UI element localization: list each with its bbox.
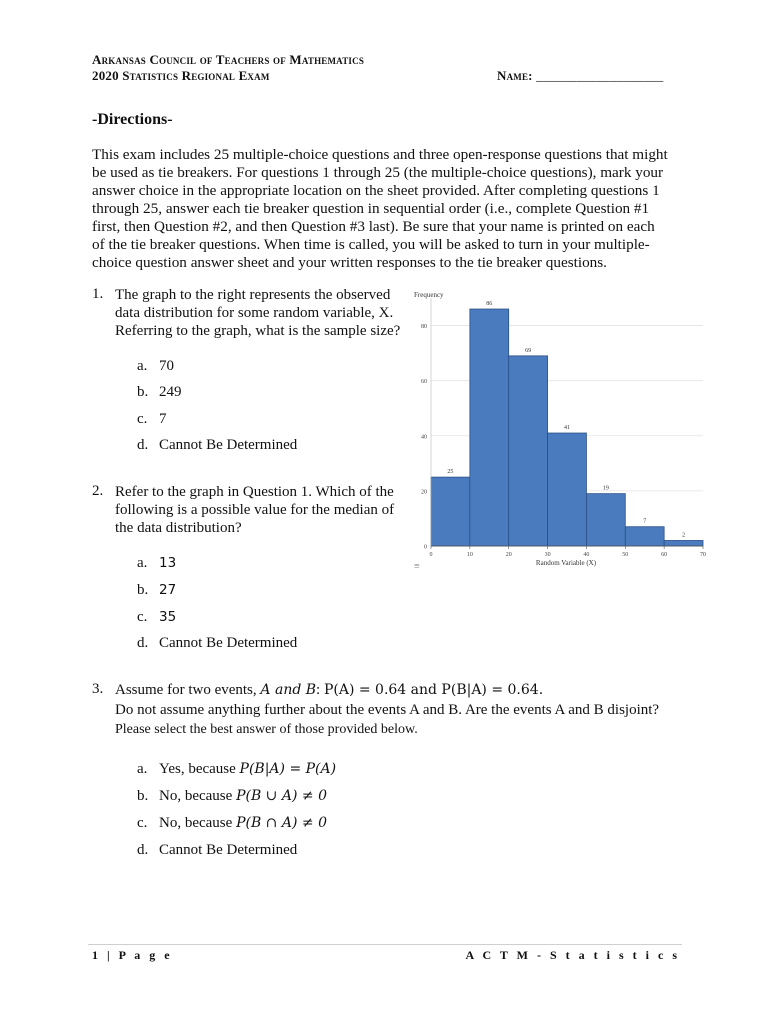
question-1-number: 1. — [92, 286, 104, 302]
x-tick-label: 20 — [505, 552, 512, 558]
bar-value-label: 7 — [643, 518, 647, 525]
question-1-choice-c[interactable]: c. 7 — [137, 411, 167, 427]
x-tick-label: 70 — [700, 552, 706, 558]
header-org — [92, 52, 364, 68]
histogram-bar — [664, 540, 703, 546]
y-tick-label: 0 — [424, 544, 427, 551]
question-3-choice-a[interactable]: a. Yes, because P(B|A) = P(A) — [137, 761, 337, 777]
question-2-choice-c[interactable]: c. 35 — [137, 609, 177, 625]
y-tick-label: 20 — [421, 489, 427, 496]
bar-value-label: 25 — [447, 469, 454, 476]
x-tick-label: 60 — [661, 552, 668, 558]
question-2-choice-b[interactable]: b. 27 — [137, 582, 177, 598]
question-3-choice-b[interactable]: b. No, because P(B ∪ A) ≠ 0 — [137, 788, 327, 804]
footer-course: A C T M - S t a t i s t i c s — [465, 948, 680, 962]
y-tick-label: 80 — [421, 324, 427, 331]
question-1-choice-b[interactable]: b. 249 — [137, 384, 182, 400]
name-blank[interactable]: ___________________ — [536, 68, 664, 83]
x-tick-label: 0 — [429, 552, 433, 558]
x-tick-label: 30 — [544, 552, 551, 558]
histogram-bar — [548, 433, 587, 546]
chart-x-label: Random Variable (X) — [535, 559, 597, 567]
question-3-number: 3. — [92, 681, 104, 697]
bar-value-label: 69 — [525, 347, 532, 354]
histogram-chart — [405, 286, 715, 576]
name-label: Name: — [497, 68, 533, 83]
histogram-bar — [431, 477, 470, 546]
question-3-choice-c[interactable]: c. No, because P(B ∩ A) ≠ 0 — [137, 815, 327, 831]
footer-divider — [88, 944, 682, 945]
question-3-line-3: Please select the best answer of those provided below. — [115, 722, 418, 737]
x-tick-label: 50 — [622, 552, 629, 558]
x-tick-label: 10 — [466, 552, 473, 558]
question-1-text: The graph to the right represents the observed data distribution for some random variable, X. Referring to the graph, what is the sample size? — [115, 287, 401, 339]
y-tick-label: 40 — [421, 434, 427, 441]
y-tick-label: 60 — [421, 379, 427, 386]
header-org-text: Arkansas Council of Teachers of Mathematics — [92, 52, 365, 67]
question-3-line-2: Do not assume anything further about the events A and B. Are the events A and B disjoint? — [115, 702, 660, 718]
question-2-choice-d[interactable]: d. Cannot Be Determined — [137, 635, 298, 651]
bar-value-label: 41 — [564, 425, 570, 432]
chart-bars — [431, 301, 703, 546]
histogram-bar — [625, 527, 664, 546]
bar-value-label: 86 — [486, 301, 493, 308]
x-tick-label: 40 — [583, 552, 590, 558]
question-1-choice-a[interactable]: a. 70 — [137, 358, 174, 374]
question-3-line-1: Assume for two events, A and B: P(A) = 0.64 and P(B|A) = 0.64. — [115, 682, 544, 698]
bar-value-label: 19 — [602, 485, 609, 492]
header-exam-text: 2020 Statistics Regional Exam — [92, 68, 270, 83]
histogram-bar — [509, 356, 548, 546]
bar-value-label: 2 — [682, 532, 686, 539]
name-field[interactable] — [497, 68, 663, 84]
chart-menu-icon[interactable]: ≡ — [414, 561, 420, 572]
footer-page-number: 1 | P a g e — [92, 948, 173, 962]
question-2-choice-a[interactable]: a. 13 — [137, 555, 177, 571]
question-2-number: 2. — [92, 483, 104, 499]
directions-title: -Directions- — [92, 111, 173, 128]
question-3-choice-d[interactable]: d. Cannot Be Determined — [137, 842, 298, 858]
question-1-choice-d[interactable]: d. Cannot Be Determined — [137, 437, 298, 453]
question-2-text: Refer to the graph in Question 1. Which of the following is a possible value for the median of the data distribution? — [115, 484, 395, 536]
histogram-bar — [586, 494, 625, 546]
chart-y-label: Frequency — [414, 291, 444, 299]
header-exam — [92, 68, 270, 84]
directions-text: This exam includes 25 multiple-choice questions and three open-response questions that might be used as tie breakers. For questions 1 through 25 (the multiple-choice questions), mark your answer choice in the appropriate location on the sheet provided. After completing questions 1 through 25, answer each tie breaker question in sequential order (i.e., complete Question #1 first, then Question #2, and then Question #3 last). Be sure that your name is printed on each of the tie breaker questions. When time is called, you will be asked to turn in your multiple-choice question answer sheet and your written responses to the tie breaker questions. — [92, 146, 668, 271]
histogram-bar — [470, 309, 509, 546]
